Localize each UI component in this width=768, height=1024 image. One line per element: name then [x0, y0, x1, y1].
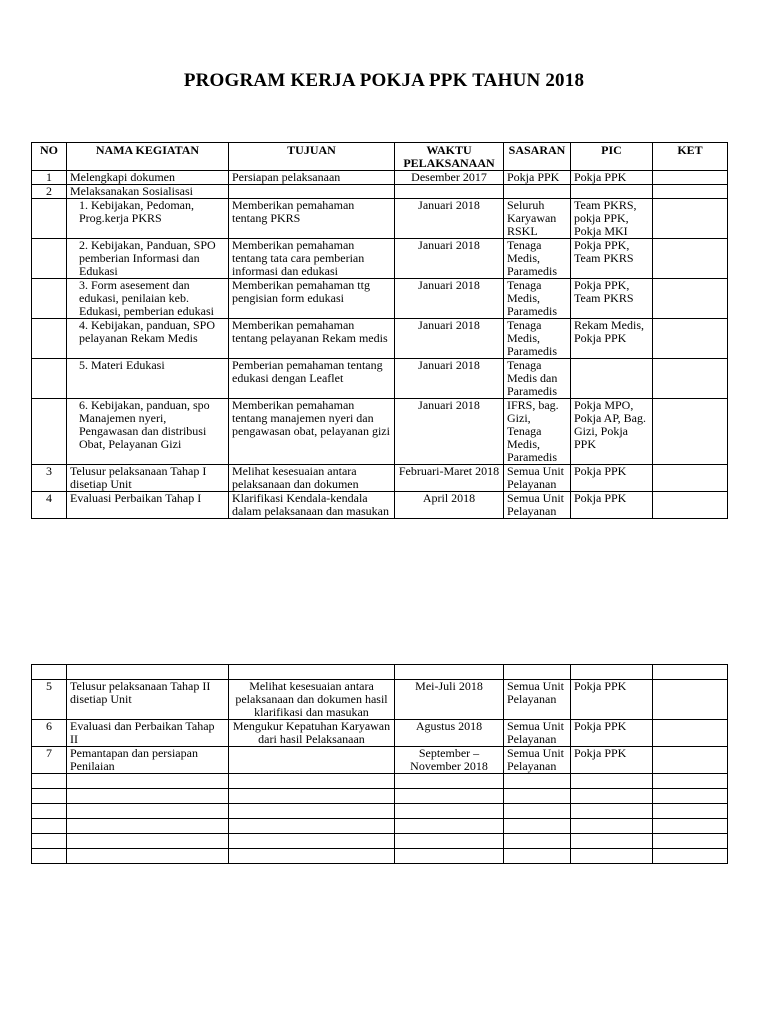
empty-row: [32, 834, 728, 849]
cell-ket: [653, 359, 728, 399]
cell-tujuan: Memberikan pemahaman tentang tata cara pemberian informasi dan edukasi: [229, 239, 395, 279]
column-header-kegiatan: NAMA KEGIATAN: [67, 143, 229, 171]
cell-pic: Rekam Medis, Pokja PPK: [571, 319, 653, 359]
cell-ket: [653, 492, 728, 519]
empty-cell: [653, 834, 728, 849]
cell-no: 2: [32, 185, 67, 199]
header-row: [32, 143, 728, 171]
cell-pic: [571, 359, 653, 399]
empty-cell: [504, 834, 571, 849]
cell-sasaran: Semua Unit Pelayanan: [504, 465, 571, 492]
cell-kegiatan: Evaluasi dan Perbaikan Tahap II: [67, 720, 229, 747]
cell-kegiatan: Melaksanakan Sosialisasi: [67, 185, 229, 199]
empty-cell: [571, 834, 653, 849]
cell-sasaran: Seluruh Karyawan RSKL: [504, 199, 571, 239]
cell-ket: [653, 279, 728, 319]
empty-cell: [32, 774, 67, 789]
cell-ket: [653, 747, 728, 774]
table-row: [32, 492, 728, 519]
cell-ket: [653, 171, 728, 185]
column-header-sasaran: SASARAN: [504, 143, 571, 171]
cell-waktu: Desember 2017: [395, 171, 504, 185]
page-title: PROGRAM KERJA POKJA PPK TAHUN 2018: [183, 70, 585, 91]
program-table-part-2: [31, 664, 728, 864]
empty-cell: [571, 849, 653, 864]
cell-no: 1: [32, 171, 67, 185]
cell-kegiatan: Telusur pelaksanaan Tahap I disetiap Unit: [67, 465, 229, 492]
empty-cell: [395, 774, 504, 789]
table-row: [32, 680, 728, 720]
cell-kegiatan: Melengkapi dokumen: [67, 171, 229, 185]
empty-cell: [229, 834, 395, 849]
empty-cell: [571, 789, 653, 804]
table-row: [32, 359, 728, 399]
empty-cell: [653, 819, 728, 834]
empty-cell: [32, 819, 67, 834]
empty-cell: [395, 819, 504, 834]
cell-tujuan: Memberikan pemahaman tentang PKRS: [229, 199, 395, 239]
cell-pic: Pokja PPK: [571, 492, 653, 519]
table-row: [32, 720, 728, 747]
empty-cell: [653, 665, 728, 680]
cell-sasaran: Pokja PPK: [504, 171, 571, 185]
column-header-no: NO: [32, 143, 67, 171]
empty-cell: [229, 819, 395, 834]
cell-waktu: April 2018: [395, 492, 504, 519]
empty-cell: [32, 665, 67, 680]
empty-cell: [504, 665, 571, 680]
empty-cell: [32, 834, 67, 849]
cell-kegiatan: Evaluasi Perbaikan Tahap I: [67, 492, 229, 519]
table-row: [32, 319, 728, 359]
column-header-tujuan: TUJUAN: [229, 143, 395, 171]
cell-sasaran: Semua Unit Pelayanan: [504, 720, 571, 747]
cell-tujuan: Pemberian pemahaman tentang edukasi dengan Leaflet: [229, 359, 395, 399]
cell-pic: Pokja PPK: [571, 747, 653, 774]
cell-ket: [653, 185, 728, 199]
cell-sasaran: Semua Unit Pelayanan: [504, 680, 571, 720]
cell-tujuan: Klarifikasi Kendala-kendala dalam pelaksanaan dan masukan: [229, 492, 395, 519]
empty-cell: [229, 804, 395, 819]
empty-cell: [504, 819, 571, 834]
cell-kegiatan: 6. Kebijakan, panduan, spo Manajemen nyeri, Pengawasan dan distribusi Obat, Pelayanan Gizi: [67, 399, 229, 465]
table-row: [32, 279, 728, 319]
cell-no: 7: [32, 747, 67, 774]
cell-ket: [653, 720, 728, 747]
cell-no: [32, 239, 67, 279]
cell-pic: [571, 185, 653, 199]
cell-kegiatan: 3. Form asesement dan edukasi, penilaian keb. Edukasi, pemberian edukasi: [67, 279, 229, 319]
cell-no: [32, 399, 67, 465]
cell-ket: [653, 680, 728, 720]
cell-tujuan: Melihat kesesuaian antara pelaksanaan dan dokumen: [229, 465, 395, 492]
empty-cell: [67, 834, 229, 849]
table-row: [32, 199, 728, 239]
cell-waktu: Januari 2018: [395, 399, 504, 465]
empty-cell: [395, 665, 504, 680]
cell-sasaran: IFRS, bag. Gizi, Tenaga Medis, Paramedis: [504, 399, 571, 465]
empty-cell: [67, 804, 229, 819]
empty-cell: [571, 665, 653, 680]
cell-waktu: Februari-Maret 2018: [395, 465, 504, 492]
empty-row: [32, 789, 728, 804]
empty-cell: [67, 789, 229, 804]
empty-cell: [67, 774, 229, 789]
cell-ket: [653, 399, 728, 465]
cell-tujuan: Memberikan pemahaman ttg pengisian form edukasi: [229, 279, 395, 319]
empty-cell: [32, 789, 67, 804]
table-row: [32, 747, 728, 774]
empty-cell: [571, 804, 653, 819]
empty-cell: [504, 774, 571, 789]
column-header-pic: PIC: [571, 143, 653, 171]
empty-cell: [653, 789, 728, 804]
cell-sasaran: Semua Unit Pelayanan: [504, 492, 571, 519]
cell-waktu: Januari 2018: [395, 279, 504, 319]
cell-pic: Pokja PPK: [571, 680, 653, 720]
empty-cell: [571, 819, 653, 834]
table-row: [32, 185, 728, 199]
cell-kegiatan: 1. Kebijakan, Pedoman, Prog.kerja PKRS: [67, 199, 229, 239]
cell-waktu: Agustus 2018: [395, 720, 504, 747]
empty-cell: [504, 804, 571, 819]
empty-cell: [229, 665, 395, 680]
cell-pic: Pokja PPK: [571, 171, 653, 185]
empty-cell: [32, 849, 67, 864]
cell-sasaran: Tenaga Medis dan Paramedis: [504, 359, 571, 399]
cell-pic: Pokja PPK, Team PKRS: [571, 279, 653, 319]
empty-cell: [229, 849, 395, 864]
table-row: [32, 399, 728, 465]
cell-tujuan: [229, 185, 395, 199]
cell-waktu: Januari 2018: [395, 359, 504, 399]
empty-row: [32, 665, 728, 680]
cell-sasaran: Tenaga Medis, Paramedis: [504, 279, 571, 319]
cell-no: 6: [32, 720, 67, 747]
cell-pic: Pokja PPK, Team PKRS: [571, 239, 653, 279]
empty-row: [32, 819, 728, 834]
cell-waktu: Januari 2018: [395, 199, 504, 239]
program-table-part-1: [31, 142, 728, 519]
cell-pic: Team PKRS, pokja PPK, Pokja MKI: [571, 199, 653, 239]
cell-pic: Pokja MPO, Pokja AP, Bag. Gizi, Pokja PPK: [571, 399, 653, 465]
empty-cell: [67, 665, 229, 680]
table-row: [32, 171, 728, 185]
cell-no: [32, 359, 67, 399]
cell-pic: Pokja PPK: [571, 720, 653, 747]
cell-waktu: Mei-Juli 2018: [395, 680, 504, 720]
cell-kegiatan: Pemantapan dan persiapan Penilaian: [67, 747, 229, 774]
empty-cell: [32, 804, 67, 819]
cell-ket: [653, 239, 728, 279]
cell-sasaran: Tenaga Medis, Paramedis: [504, 319, 571, 359]
cell-ket: [653, 319, 728, 359]
cell-tujuan: Memberikan pemahaman tentang pelayanan Rekam medis: [229, 319, 395, 359]
cell-no: 3: [32, 465, 67, 492]
cell-kegiatan: Telusur pelaksanaan Tahap II disetiap Unit: [67, 680, 229, 720]
column-header-waktu: WAKTU PELAKSANAAN: [395, 143, 504, 171]
empty-cell: [571, 774, 653, 789]
empty-cell: [395, 804, 504, 819]
cell-sasaran: Semua Unit Pelayanan: [504, 747, 571, 774]
empty-cell: [395, 789, 504, 804]
cell-no: 5: [32, 680, 67, 720]
cell-tujuan: Mengukur Kepatuhan Karyawan dari hasil Pelaksanaan: [229, 720, 395, 747]
cell-no: 4: [32, 492, 67, 519]
empty-cell: [229, 789, 395, 804]
cell-waktu: September – November 2018: [395, 747, 504, 774]
column-header-ket: KET: [653, 143, 728, 171]
table-row: [32, 239, 728, 279]
cell-kegiatan: 5. Materi Edukasi: [67, 359, 229, 399]
empty-cell: [67, 819, 229, 834]
cell-waktu: Januari 2018: [395, 319, 504, 359]
cell-sasaran: [504, 185, 571, 199]
table-row: [32, 465, 728, 492]
empty-cell: [395, 834, 504, 849]
empty-cell: [67, 849, 229, 864]
empty-cell: [504, 849, 571, 864]
empty-row: [32, 849, 728, 864]
empty-row: [32, 774, 728, 789]
cell-no: [32, 279, 67, 319]
empty-cell: [504, 789, 571, 804]
cell-kegiatan: 4. Kebijakan, panduan, SPO pelayanan Rekam Medis: [67, 319, 229, 359]
cell-tujuan: Memberikan pemahaman tentang manajemen nyeri dan pengawasan obat, pelayanan gizi: [229, 399, 395, 465]
cell-waktu: Januari 2018: [395, 239, 504, 279]
cell-tujuan: [229, 747, 395, 774]
cell-no: [32, 199, 67, 239]
cell-ket: [653, 465, 728, 492]
empty-row: [32, 804, 728, 819]
empty-cell: [653, 774, 728, 789]
cell-waktu: [395, 185, 504, 199]
cell-sasaran: Tenaga Medis, Paramedis: [504, 239, 571, 279]
cell-pic: Pokja PPK: [571, 465, 653, 492]
cell-kegiatan: 2. Kebijakan, Panduan, SPO pemberian Informasi dan Edukasi: [67, 239, 229, 279]
cell-tujuan: Melihat kesesuaian antara pelaksanaan dan dokumen hasil klarifikasi dan masukan: [229, 680, 395, 720]
empty-cell: [229, 774, 395, 789]
empty-cell: [653, 804, 728, 819]
cell-ket: [653, 199, 728, 239]
cell-no: [32, 319, 67, 359]
empty-cell: [395, 849, 504, 864]
cell-tujuan: Persiapan pelaksanaan: [229, 171, 395, 185]
empty-cell: [653, 849, 728, 864]
